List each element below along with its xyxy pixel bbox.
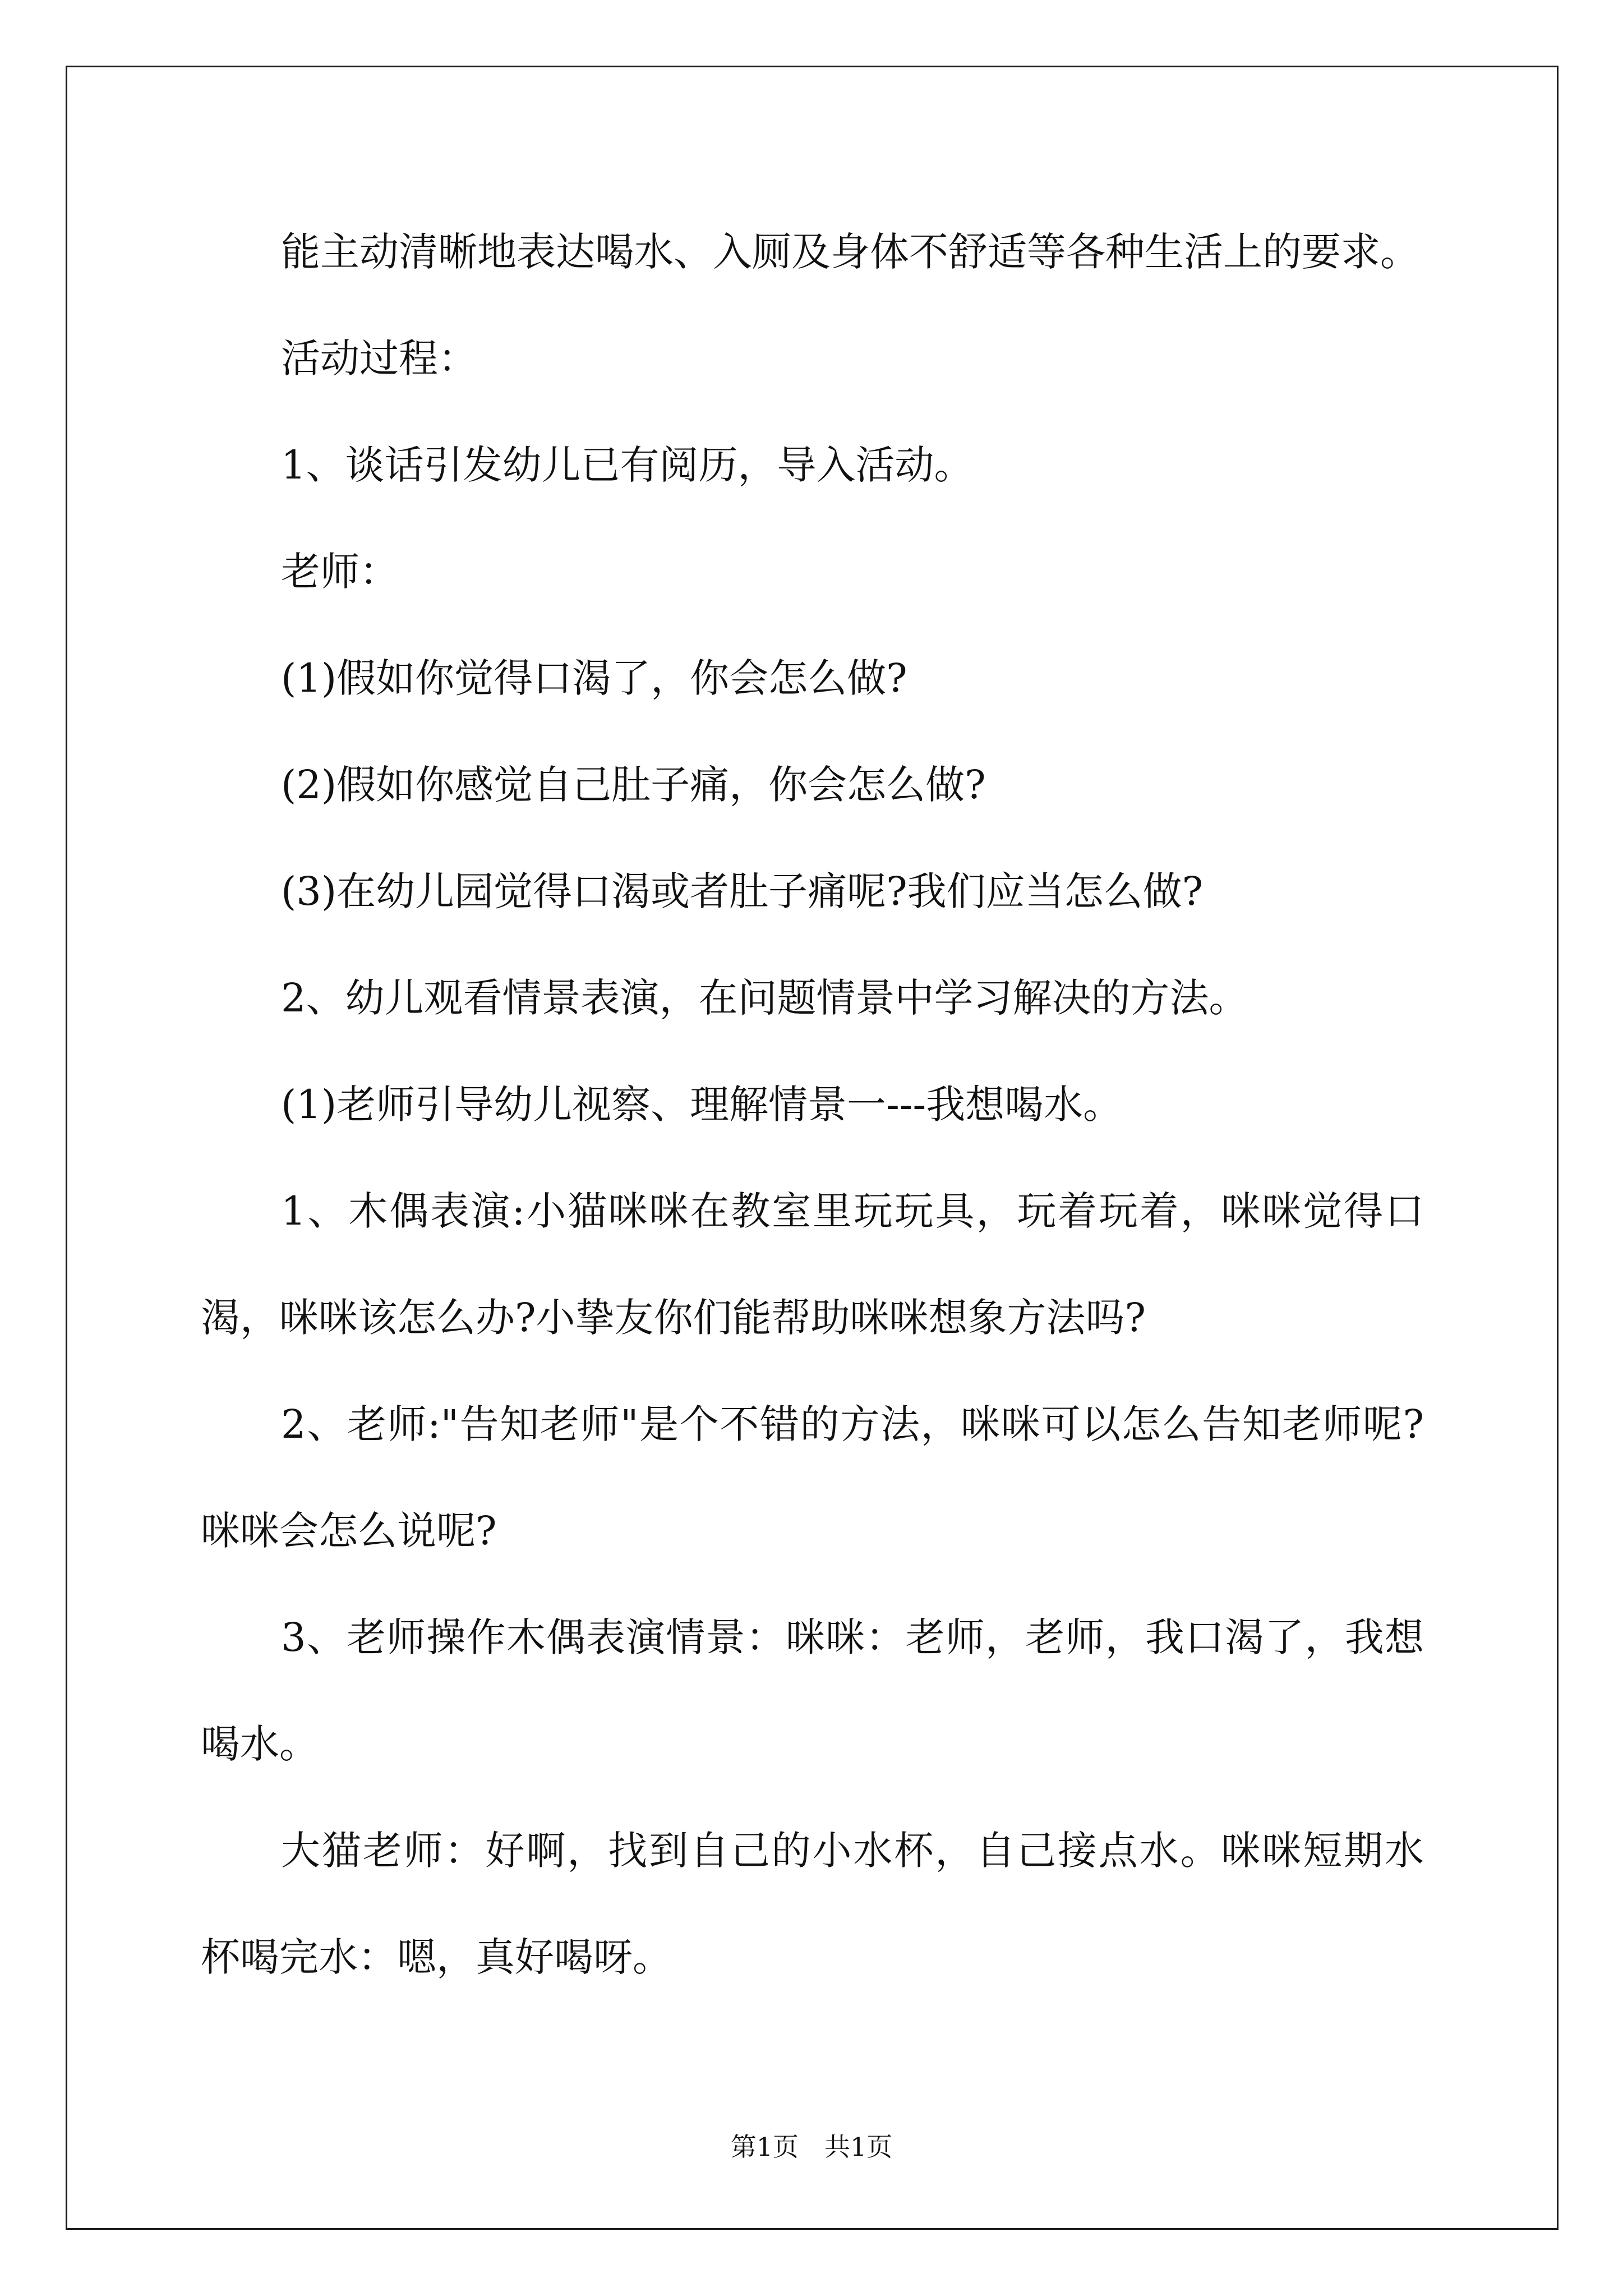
page-number-label: 第1页 共1页: [730, 2132, 893, 2162]
paragraph: [201, 518, 1424, 625]
paragraph: [201, 1051, 1424, 1158]
paragraph: [201, 1797, 1424, 2010]
paragraph: [201, 1158, 1424, 1371]
paragraph-line: 咪咪会怎么说呢?: [201, 1508, 497, 1554]
page-footer: [0, 2130, 1623, 2164]
paragraph-line: (1)假如你觉得口渴了，你会怎么做?: [281, 655, 907, 701]
document-body: [201, 199, 1424, 2010]
paragraph-line: 2、幼儿观看情景表演，在问题情景中学习解决的方法。: [281, 975, 1248, 1021]
paragraph-line: 活动过程：: [281, 335, 477, 381]
paragraph-line: 大猫老师：好啊，找到自己的小水杯，自己接点水。咪咪短期水: [281, 1828, 1424, 1874]
paragraph-line: 能主动清晰地表达喝水、入厕及身体不舒适等各种生活上的要求。: [281, 229, 1419, 275]
paragraph-line: (3)在幼儿园觉得口渴或者肚子痛呢?我们应当怎么做?: [281, 868, 1204, 914]
paragraph-line: 1、木偶表演:小猫咪咪在教室里玩玩具，玩着玩着，咪咪觉得口: [281, 1188, 1424, 1234]
paragraph: [201, 731, 1424, 838]
paragraph-line: 3、老师操作木偶表演情景：咪咪：老师，老师，我口渴了，我想: [281, 1614, 1424, 1660]
paragraph: [201, 412, 1424, 518]
paragraph: [201, 1584, 1424, 1797]
paragraph-line: (2)假如你感觉自己肚子痛，你会怎么做?: [281, 762, 986, 808]
paragraph-line: 1、谈话引发幼儿已有阅历，导入活动。: [281, 442, 974, 488]
paragraph: [201, 945, 1424, 1051]
paragraph-line: 2、老师:"告知老师"是个不错的方法，咪咪可以怎么告知老师呢?: [281, 1401, 1424, 1447]
paragraph-line: 杯喝完水：嗯，真好喝呀。: [201, 1934, 672, 1980]
paragraph-line: 渴，咪咪该怎么办?小挚友你们能帮助咪咪想象方法吗?: [201, 1295, 1146, 1341]
section-heading: [201, 305, 1424, 412]
paragraph: [201, 1371, 1424, 1584]
paragraph-line: 喝水。: [201, 1721, 319, 1767]
paragraph-line: (1)老师引导幼儿视察、理解情景一---我想喝水。: [281, 1082, 1123, 1128]
paragraph: [201, 838, 1424, 945]
paragraph-line: 老师：: [281, 549, 399, 595]
paragraph: [201, 625, 1424, 731]
paragraph: [201, 199, 1424, 305]
